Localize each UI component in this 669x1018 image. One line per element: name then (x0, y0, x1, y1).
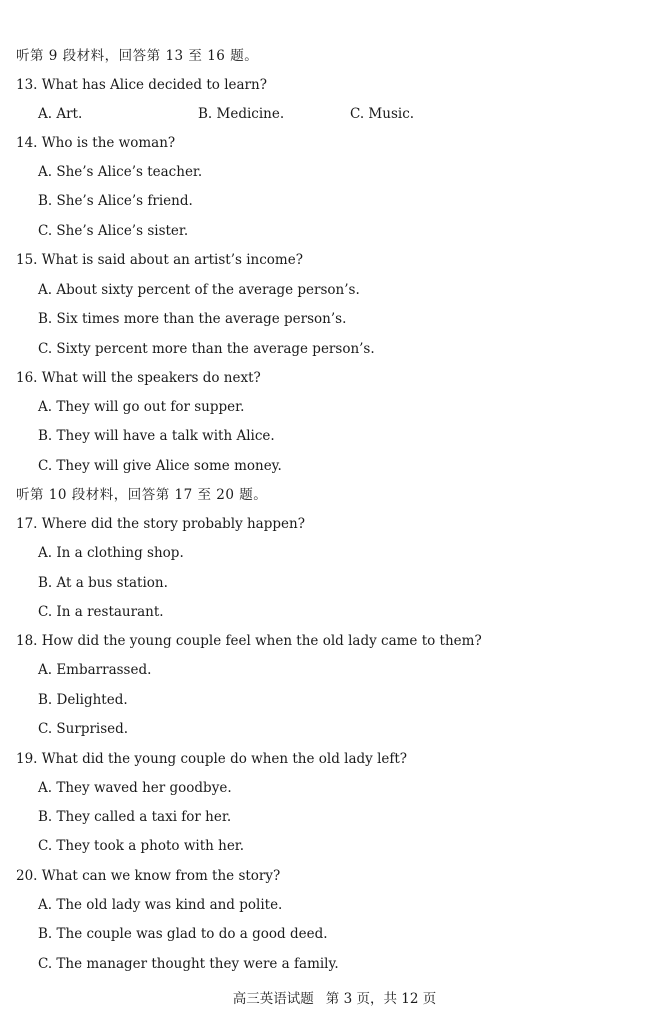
question-15-option-c: C. Sixty percent more than the average person’s. (38, 341, 375, 357)
question-17-stem: 17. Where did the story probably happen? (16, 516, 305, 532)
question-20-stem: 20. What can we know from the story? (16, 868, 281, 884)
question-14-option-a: A. She’s Alice’s teacher. (38, 164, 203, 180)
question-17-option-c: C. In a restaurant. (38, 604, 164, 620)
question-19-option-c: C. They took a photo with her. (38, 838, 245, 854)
page-number: 第 3 页，共 12 页 (325, 991, 437, 1007)
exam-title: 高三英语试题 (232, 991, 314, 1007)
question-18-option-b: B. Delighted. (38, 692, 128, 708)
question-19-stem: 19. What did the young couple do when the old lady left? (16, 751, 408, 767)
question-16-option-b: B. They will have a talk with Alice. (38, 428, 275, 444)
page-footer (0, 990, 669, 1008)
question-14-option-c: C. She’s Alice’s sister. (38, 223, 189, 239)
question-14-option-b: B. She’s Alice’s friend. (38, 193, 193, 209)
question-13-option-b: B. Medicine. (198, 106, 285, 122)
question-15-option-a: A. About sixty percent of the average person’s. (38, 282, 360, 298)
section-heading-9: 听第 9 段材料，回答第 13 至 16 题。 (16, 48, 259, 64)
question-18-stem: 18. How did the young couple feel when the old lady came to them? (16, 633, 482, 649)
question-16-option-a: A. They will go out for supper. (38, 399, 245, 415)
question-13-stem: 13. What has Alice decided to learn? (16, 77, 267, 93)
question-16-option-c: C. They will give Alice some money. (38, 458, 282, 474)
question-13-option-a: A. Art. (38, 106, 83, 122)
question-15-stem: 15. What is said about an artist’s income? (16, 252, 303, 268)
question-20-option-b: B. The couple was glad to do a good deed. (38, 926, 328, 942)
section-heading-10: 听第 10 段材料，回答第 17 至 20 题。 (16, 487, 268, 503)
question-20-option-a: A. The old lady was kind and polite. (38, 897, 283, 913)
question-17-option-b: B. At a bus station. (38, 575, 168, 591)
question-16-stem: 16. What will the speakers do next? (16, 370, 261, 386)
question-19-option-b: B. They called a taxi for her. (38, 809, 232, 825)
question-18-option-a: A. Embarrassed. (38, 662, 152, 678)
question-14-stem: 14. Who is the woman? (16, 135, 176, 151)
question-20-option-c: C. The manager thought they were a family. (38, 956, 339, 972)
question-18-option-c: C. Surprised. (38, 721, 129, 737)
question-13-option-c: C. Music. (350, 106, 415, 122)
question-19-option-a: A. They waved her goodbye. (38, 780, 232, 796)
question-15-option-b: B. Six times more than the average person’s. (38, 311, 347, 327)
question-17-option-a: A. In a clothing shop. (38, 545, 184, 561)
